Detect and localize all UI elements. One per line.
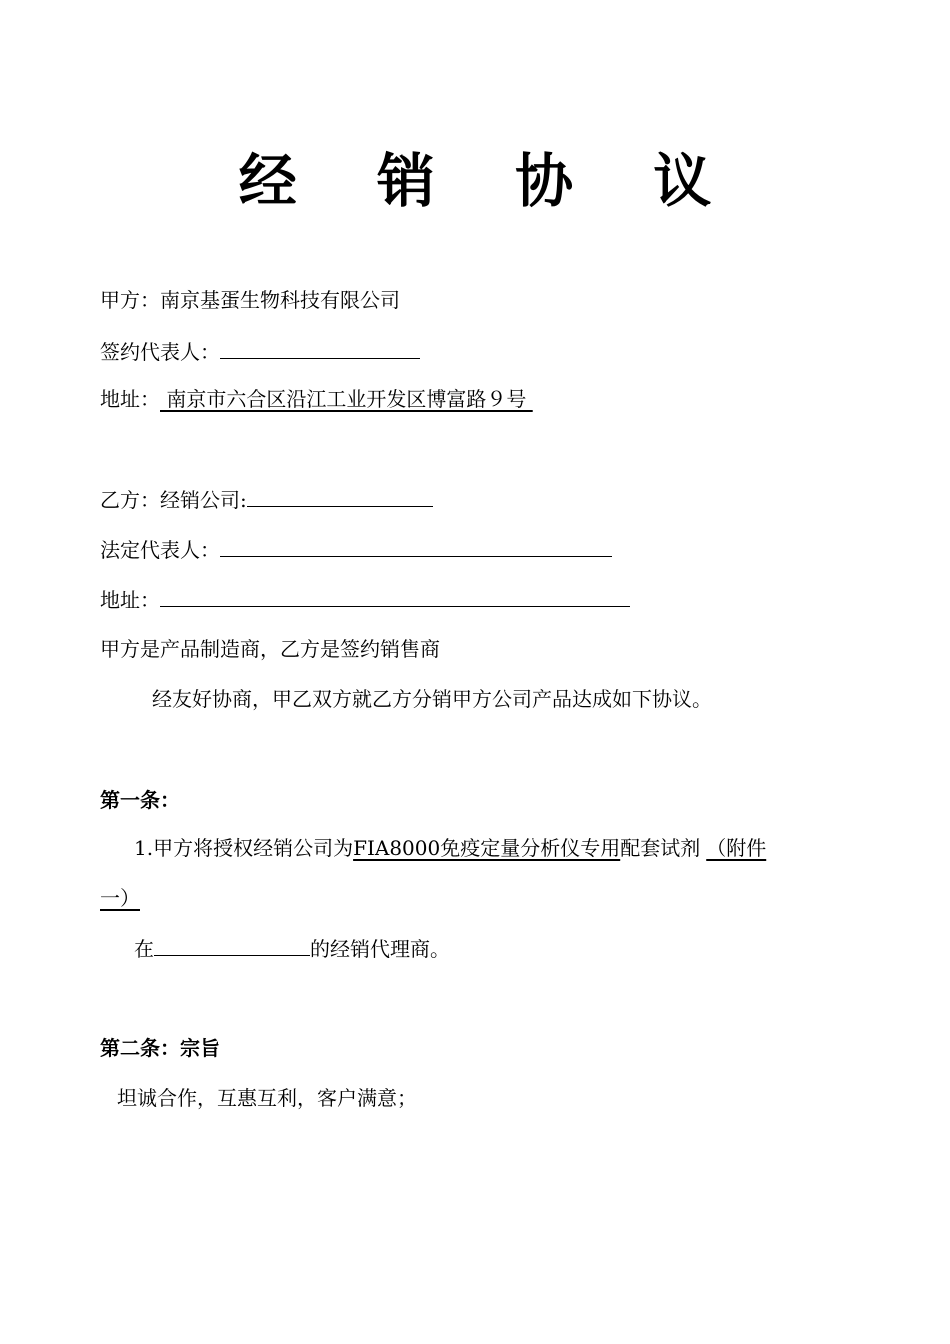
article-1-attachment-a: （附件 xyxy=(706,836,767,860)
article-2-heading: 第二条：宗旨 xyxy=(100,1036,220,1060)
party-a-rep-blank xyxy=(220,336,420,359)
party-a-address-label: 地址： xyxy=(100,387,160,411)
article-1-clause xyxy=(134,833,766,863)
party-a-line xyxy=(100,285,400,315)
party-b-address-label: 地址： xyxy=(100,588,160,612)
article-1-text-b: 配套试剂 xyxy=(620,836,701,860)
article-2-text: 坦诚合作，互惠互利，客户满意； xyxy=(117,1086,417,1110)
party-b-address-blank xyxy=(160,584,630,607)
page-title: 经 销 协 议 xyxy=(238,147,742,215)
party-a-name: 南京基蛋生物科技有限公司 xyxy=(160,288,400,312)
party-b-rep-line xyxy=(100,534,612,565)
party-a-address-value: 南京市六合区沿江工业开发区博富路９号 xyxy=(160,387,533,411)
party-a-label: 甲方： xyxy=(100,288,160,312)
party-b-address-line xyxy=(100,584,630,615)
party-b-rep-blank xyxy=(220,534,612,557)
article-1-region-suffix: 的经销代理商。 xyxy=(310,937,450,961)
party-b-rep-label: 法定代表人： xyxy=(100,538,220,562)
party-a-rep-line xyxy=(100,336,420,367)
party-b-label: 乙方：经销公司: xyxy=(100,488,247,512)
article-1-text-a: 1.甲方将授权经销公司为 xyxy=(134,836,354,860)
article-1-region-blank xyxy=(154,933,310,956)
article-1-region-prefix: 在 xyxy=(134,937,154,961)
article-1-product: FIA8000免疫定量分析仪专用 xyxy=(353,836,621,860)
article-1-region-line xyxy=(134,933,450,964)
article-1-clause-cont xyxy=(100,883,168,913)
intro-line-1: 甲方是产品制造商，乙方是签约销售商 xyxy=(100,637,440,661)
party-a-address-line xyxy=(100,384,533,414)
intro-line-2: 经友好协商，甲乙双方就乙方分销甲方公司产品达成如下协议。 xyxy=(152,687,712,711)
party-b-line xyxy=(100,484,433,515)
party-a-rep-label: 签约代表人： xyxy=(100,340,220,364)
article-1-heading: 第一条： xyxy=(100,788,180,812)
article-1-attachment-b: 一） xyxy=(100,886,140,910)
party-b-company-blank xyxy=(247,484,433,507)
